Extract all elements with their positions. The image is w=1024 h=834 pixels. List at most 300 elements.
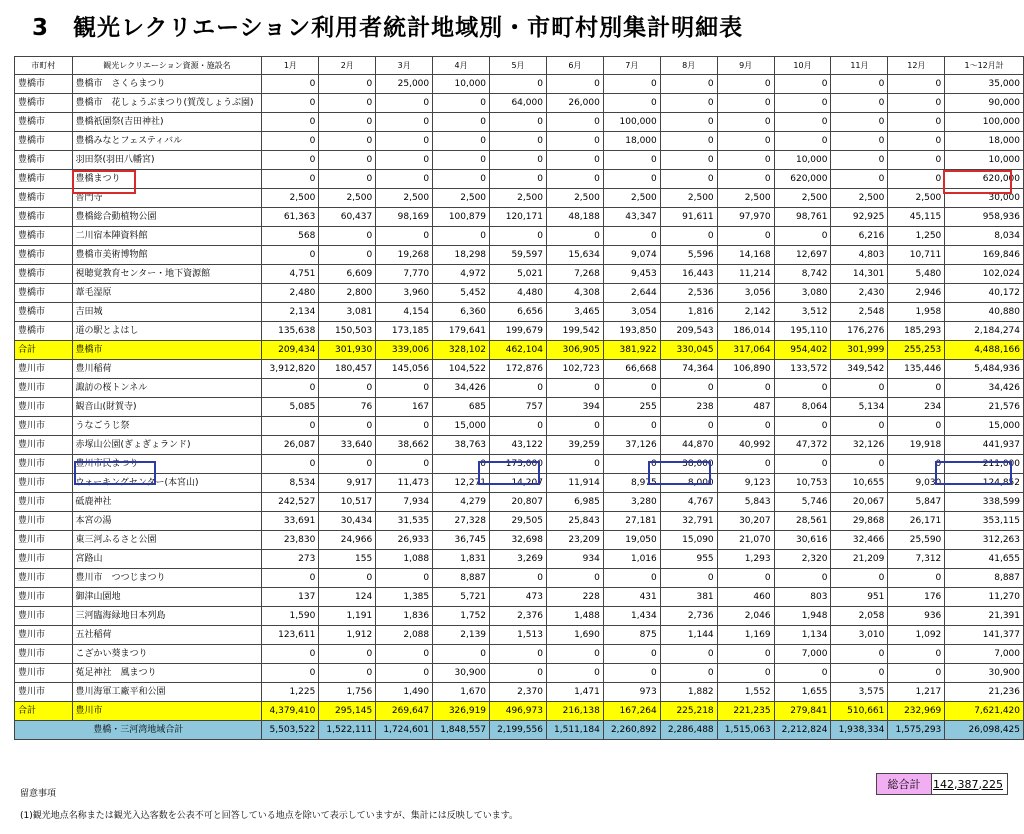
month-value-cell: 685 [433,398,490,417]
month-value-cell: 0 [660,645,717,664]
month-value-cell: 1,724,601 [376,721,433,740]
facility-name-cell: こざかい葵まつり [72,645,262,664]
facility-name-cell: 二川宿本陣資料館 [72,227,262,246]
facility-name-cell: 宮路山 [72,550,262,569]
month-value-cell: 1,434 [603,607,660,626]
table-row [15,151,1024,170]
month-value-cell: 0 [831,170,888,189]
month-value-cell: 0 [490,569,547,588]
month-value-cell: 238 [660,398,717,417]
month-value-cell: 2,199,556 [490,721,547,740]
month-value-cell: 0 [603,227,660,246]
month-value-cell: 2,139 [433,626,490,645]
month-value-cell: 2,046 [717,607,774,626]
month-value-cell: 28,561 [774,512,831,531]
table-row [15,512,1024,531]
month-value-cell: 1,575,293 [888,721,945,740]
annual-total-cell: 958,936 [945,208,1024,227]
month-value-cell: 2,376 [490,607,547,626]
month-value-cell: 26,933 [376,531,433,550]
notes-heading: 留意事項 [20,789,57,799]
annual-total-cell: 2,184,274 [945,322,1024,341]
column-header: 1月 [262,57,319,75]
month-value-cell: 10,655 [831,474,888,493]
month-value-cell: 5,503,522 [262,721,319,740]
facility-name-cell: 豊川市 つつじまつり [72,569,262,588]
month-value-cell: 5,721 [433,588,490,607]
month-value-cell: 1,912 [319,626,376,645]
month-value-cell: 1,836 [376,607,433,626]
month-value-cell: 179,641 [433,322,490,341]
month-value-cell: 0 [774,227,831,246]
month-value-cell: 0 [774,664,831,683]
month-value-cell: 2,142 [717,303,774,322]
month-value-cell: 757 [490,398,547,417]
month-value-cell: 0 [660,569,717,588]
city-cell: 豊橋市 [15,265,73,284]
month-value-cell: 0 [433,645,490,664]
table-row [15,626,1024,645]
month-value-cell: 14,168 [717,246,774,265]
month-value-cell: 225,218 [660,702,717,721]
month-value-cell: 40,992 [717,436,774,455]
month-value-cell: 0 [433,94,490,113]
month-value-cell: 2,500 [546,189,603,208]
month-value-cell: 0 [831,151,888,170]
month-value-cell: 954,402 [774,341,831,360]
notes-text: (1)観光地点名称または観光入込客数を公表不可と回答している地点を除いて表示していますが、集計には反映しています。 [20,811,519,821]
annual-total-cell: 11,270 [945,588,1024,607]
month-value-cell: 0 [376,94,433,113]
facility-name-cell: 道の駅とよはし [72,322,262,341]
month-value-cell: 803 [774,588,831,607]
column-header: 4月 [433,57,490,75]
month-value-cell: 5,480 [888,265,945,284]
month-value-cell: 5,847 [888,493,945,512]
month-value-cell: 37,126 [603,436,660,455]
facility-name-cell: 本宮の湯 [72,512,262,531]
month-value-cell: 973 [603,683,660,702]
month-value-cell: 0 [490,151,547,170]
month-value-cell: 1,522,111 [319,721,376,740]
month-value-cell: 172,876 [490,360,547,379]
month-value-cell: 496,973 [490,702,547,721]
month-value-cell: 30,434 [319,512,376,531]
facility-name-cell: 視聴覚教育センター・地下資源館 [72,265,262,284]
month-value-cell: 5,746 [774,493,831,512]
month-value-cell: 0 [262,94,319,113]
annual-total-cell: 5,484,936 [945,360,1024,379]
month-value-cell: 3,054 [603,303,660,322]
month-value-cell: 2,480 [262,284,319,303]
month-value-cell: 0 [319,569,376,588]
stats-table [14,56,1024,740]
month-value-cell: 30,900 [433,664,490,683]
month-value-cell: 6,985 [546,493,603,512]
subtotal-row [15,341,1024,360]
facility-name-cell: 豊川稲荷 [72,360,262,379]
month-value-cell: 173,185 [376,322,433,341]
month-value-cell: 0 [376,569,433,588]
month-value-cell: 0 [888,455,945,474]
annual-total-cell: 30,900 [945,664,1024,683]
month-value-cell: 10,711 [888,246,945,265]
month-value-cell: 0 [319,170,376,189]
month-value-cell: 0 [831,455,888,474]
month-value-cell: 326,919 [433,702,490,721]
month-value-cell: 0 [262,75,319,94]
facility-name-cell: 豊橋まつり [72,170,262,189]
month-value-cell: 4,972 [433,265,490,284]
annual-total-cell: 102,024 [945,265,1024,284]
month-value-cell: 1,670 [433,683,490,702]
table-row [15,417,1024,436]
month-value-cell: 0 [888,132,945,151]
month-value-cell: 8,742 [774,265,831,284]
month-value-cell: 0 [262,170,319,189]
month-value-cell: 2,500 [660,189,717,208]
facility-name-cell: 豊橋市 さくらまつり [72,75,262,94]
city-cell: 豊橋市 [15,132,73,151]
month-value-cell: 0 [717,132,774,151]
month-value-cell: 0 [717,94,774,113]
annual-total-cell: 34,426 [945,379,1024,398]
month-value-cell: 0 [262,455,319,474]
month-value-cell: 0 [774,417,831,436]
overall-total-box [876,773,1008,795]
month-value-cell: 0 [831,94,888,113]
month-value-cell: 3,960 [376,284,433,303]
month-value-cell: 4,379,410 [262,702,319,721]
month-value-cell: 0 [888,113,945,132]
month-value-cell: 97,970 [717,208,774,227]
table-row [15,208,1024,227]
month-value-cell: 38,662 [376,436,433,455]
facility-name-cell: 豊橋市 花しょうぶまつり(賀茂しょうぶ園) [72,94,262,113]
column-header: 7月 [603,57,660,75]
city-cell: 豊川市 [15,550,73,569]
month-value-cell: 0 [660,170,717,189]
month-value-cell: 1,144 [660,626,717,645]
table-row [15,303,1024,322]
annual-total-cell: 7,000 [945,645,1024,664]
facility-name-cell: 諏訪の桜トンネル [72,379,262,398]
month-value-cell: 0 [603,379,660,398]
month-value-cell: 195,110 [774,322,831,341]
month-value-cell: 193,850 [603,322,660,341]
month-value-cell: 76 [319,398,376,417]
month-value-cell: 19,268 [376,246,433,265]
month-value-cell: 2,058 [831,607,888,626]
month-value-cell: 255 [603,398,660,417]
month-value-cell: 0 [376,132,433,151]
month-value-cell: 48,188 [546,208,603,227]
month-value-cell: 1,515,063 [717,721,774,740]
month-value-cell: 100,000 [603,113,660,132]
month-value-cell: 3,056 [717,284,774,303]
table-row [15,436,1024,455]
annual-total-cell: 211,000 [945,455,1024,474]
month-value-cell: 2,134 [262,303,319,322]
month-value-cell: 180,457 [319,360,376,379]
city-cell: 豊川市 [15,645,73,664]
month-value-cell: 32,466 [831,531,888,550]
month-value-cell: 1,225 [262,683,319,702]
month-value-cell: 0 [376,455,433,474]
column-header: 11月 [831,57,888,75]
month-value-cell: 43,122 [490,436,547,455]
month-value-cell: 18,000 [603,132,660,151]
annual-total-cell: 18,000 [945,132,1024,151]
annual-total-cell: 338,599 [945,493,1024,512]
month-value-cell: 0 [717,113,774,132]
month-value-cell: 186,014 [717,322,774,341]
month-value-cell: 0 [546,75,603,94]
facility-name-cell: 羽田祭(羽田八幡宮) [72,151,262,170]
column-header: 12月 [888,57,945,75]
month-value-cell: 0 [888,417,945,436]
month-value-cell: 19,918 [888,436,945,455]
month-value-cell: 232,969 [888,702,945,721]
city-cell: 豊川市 [15,379,73,398]
month-value-cell: 4,803 [831,246,888,265]
month-value-cell: 2,500 [774,189,831,208]
table-row [15,322,1024,341]
month-value-cell: 1,016 [603,550,660,569]
month-value-cell: 0 [831,645,888,664]
month-value-cell: 0 [319,664,376,683]
month-value-cell: 0 [888,75,945,94]
table-row [15,588,1024,607]
month-value-cell: 0 [546,170,603,189]
annual-total-cell: 40,172 [945,284,1024,303]
month-value-cell: 5,452 [433,284,490,303]
month-value-cell: 0 [774,455,831,474]
city-cell: 豊川市 [15,607,73,626]
column-header: 8月 [660,57,717,75]
month-value-cell: 0 [660,113,717,132]
month-value-cell: 8,534 [262,474,319,493]
month-value-cell: 0 [433,170,490,189]
annual-total-cell: 169,846 [945,246,1024,265]
month-value-cell: 2,500 [319,189,376,208]
month-value-cell: 510,661 [831,702,888,721]
month-value-cell: 1,831 [433,550,490,569]
month-value-cell: 5,085 [262,398,319,417]
month-value-cell: 2,500 [490,189,547,208]
month-value-cell: 8,975 [603,474,660,493]
month-value-cell: 2,800 [319,284,376,303]
annual-total-cell: 40,880 [945,303,1024,322]
month-value-cell: 2,644 [603,284,660,303]
month-value-cell: 0 [603,417,660,436]
month-value-cell: 2,088 [376,626,433,645]
annual-total-cell: 26,098,425 [945,721,1024,740]
month-value-cell: 0 [490,417,547,436]
month-value-cell: 0 [376,113,433,132]
city-cell: 豊川市 [15,398,73,417]
month-value-cell: 9,074 [603,246,660,265]
month-value-cell: 3,575 [831,683,888,702]
month-value-cell: 133,572 [774,360,831,379]
month-value-cell: 462,104 [490,341,547,360]
month-value-cell: 0 [546,113,603,132]
month-value-cell: 0 [660,227,717,246]
month-value-cell: 2,500 [888,189,945,208]
month-value-cell: 0 [546,645,603,664]
month-value-cell: 0 [660,379,717,398]
column-header: 10月 [774,57,831,75]
month-value-cell: 0 [262,645,319,664]
month-value-cell: 0 [319,227,376,246]
month-value-cell: 33,640 [319,436,376,455]
month-value-cell: 0 [319,132,376,151]
month-value-cell: 1,958 [888,303,945,322]
month-value-cell: 25,843 [546,512,603,531]
month-value-cell: 30,207 [717,512,774,531]
month-value-cell: 0 [376,170,433,189]
city-cell: 豊川市 [15,626,73,645]
month-value-cell: 26,087 [262,436,319,455]
month-value-cell: 47,372 [774,436,831,455]
column-header: 6月 [546,57,603,75]
month-value-cell: 59,597 [490,246,547,265]
month-value-cell: 568 [262,227,319,246]
facility-name-cell: 葦毛湿原 [72,284,262,303]
month-value-cell: 38,000 [660,455,717,474]
month-value-cell: 91,611 [660,208,717,227]
table-row [15,607,1024,626]
facility-name-cell: うなごうじ祭 [72,417,262,436]
month-value-cell: 45,115 [888,208,945,227]
city-cell: 豊橋市 [15,189,73,208]
month-value-cell: 6,656 [490,303,547,322]
month-value-cell: 0 [660,664,717,683]
grand-total-label: 豊橋・三河湾地域合計 [15,721,262,740]
table-row [15,664,1024,683]
month-value-cell: 0 [888,170,945,189]
month-value-cell: 0 [603,94,660,113]
month-value-cell: 0 [376,664,433,683]
month-value-cell: 5,134 [831,398,888,417]
month-value-cell: 330,045 [660,341,717,360]
month-value-cell: 381,922 [603,341,660,360]
month-value-cell: 14,207 [490,474,547,493]
month-value-cell: 145,056 [376,360,433,379]
annual-total-cell: 441,937 [945,436,1024,455]
month-value-cell: 1,488 [546,607,603,626]
month-value-cell: 9,917 [319,474,376,493]
month-value-cell: 1,938,334 [831,721,888,740]
month-value-cell: 0 [774,132,831,151]
month-value-cell: 0 [717,227,774,246]
month-value-cell: 60,437 [319,208,376,227]
month-value-cell: 0 [546,455,603,474]
month-value-cell: 199,679 [490,322,547,341]
month-value-cell: 279,841 [774,702,831,721]
month-value-cell: 1,513 [490,626,547,645]
month-value-cell: 0 [262,569,319,588]
month-value-cell: 0 [376,645,433,664]
month-value-cell: 167,264 [603,702,660,721]
month-value-cell: 61,363 [262,208,319,227]
month-value-cell: 0 [490,664,547,683]
month-value-cell: 1,752 [433,607,490,626]
month-value-cell: 7,268 [546,265,603,284]
table-row [15,493,1024,512]
month-value-cell: 0 [888,645,945,664]
month-value-cell: 0 [433,227,490,246]
month-value-cell: 34,426 [433,379,490,398]
month-value-cell: 27,181 [603,512,660,531]
table-row [15,170,1024,189]
month-value-cell: 394 [546,398,603,417]
month-value-cell: 3,269 [490,550,547,569]
annual-total-cell: 7,621,420 [945,702,1024,721]
month-value-cell: 301,930 [319,341,376,360]
month-value-cell: 1,169 [717,626,774,645]
city-cell: 豊橋市 [15,113,73,132]
table-row [15,94,1024,113]
facility-name-cell: 豊橋祇園祭(吉田神社) [72,113,262,132]
month-value-cell: 15,000 [433,417,490,436]
facility-name-cell: 豊橋市美術博物館 [72,246,262,265]
facility-name-cell: 観音山(財賀寺) [72,398,262,417]
facility-name-cell: 豊橋総合動植物公園 [72,208,262,227]
month-value-cell: 0 [831,132,888,151]
month-value-cell: 0 [319,379,376,398]
table-row [15,113,1024,132]
facility-name-cell: 豊川市 [72,702,262,721]
month-value-cell: 0 [717,151,774,170]
month-value-cell: 1,217 [888,683,945,702]
facility-name-cell: 五社稲荷 [72,626,262,645]
month-value-cell: 487 [717,398,774,417]
month-value-cell: 0 [888,664,945,683]
month-value-cell: 306,905 [546,341,603,360]
month-value-cell: 328,102 [433,341,490,360]
facility-name-cell: 普門寺 [72,189,262,208]
month-value-cell: 0 [262,132,319,151]
annual-total-cell: 124,852 [945,474,1024,493]
month-value-cell: 20,067 [831,493,888,512]
month-value-cell: 0 [376,227,433,246]
month-value-cell: 29,505 [490,512,547,531]
month-value-cell: 242,527 [262,493,319,512]
month-value-cell: 1,690 [546,626,603,645]
month-value-cell: 620,000 [774,170,831,189]
city-cell: 豊川市 [15,569,73,588]
month-value-cell: 150,503 [319,322,376,341]
city-cell: 豊橋市 [15,75,73,94]
annual-total-cell: 30,000 [945,189,1024,208]
month-value-cell: 0 [660,132,717,151]
month-value-cell: 0 [376,151,433,170]
subtotal-row [15,702,1024,721]
month-value-cell: 1,590 [262,607,319,626]
month-value-cell: 1,471 [546,683,603,702]
month-value-cell: 273 [262,550,319,569]
month-value-cell: 2,430 [831,284,888,303]
month-value-cell: 1,191 [319,607,376,626]
month-value-cell: 5,596 [660,246,717,265]
month-value-cell: 951 [831,588,888,607]
month-value-cell: 1,490 [376,683,433,702]
month-value-cell: 0 [319,75,376,94]
annual-total-cell: 21,236 [945,683,1024,702]
month-value-cell: 15,090 [660,531,717,550]
month-value-cell: 9,030 [888,474,945,493]
